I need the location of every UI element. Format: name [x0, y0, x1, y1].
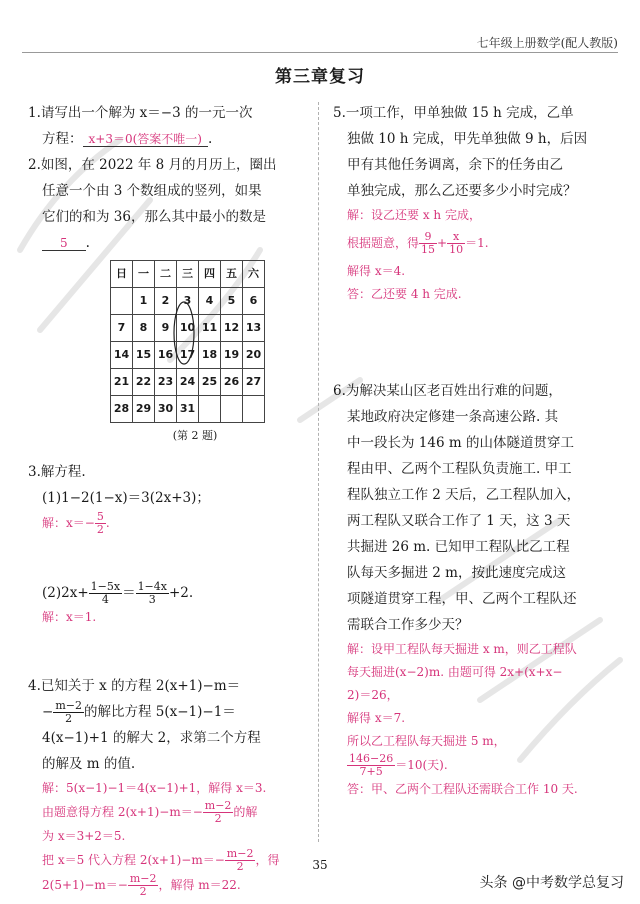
q1-tail: . [207, 131, 213, 147]
q4-sol-1: 解：5(x−1)−1＝4(x−1)+1，解得 x＝3. [42, 781, 267, 795]
q4-sol-4: 把 x＝5 代入方程 2(x+1)−m＝− $\frac{m-2}{2}$ ，得 [42, 847, 280, 873]
q6-sol-6: $\frac{146-26}{7+5}$ ＝10(天). [349, 752, 448, 778]
header-rule [22, 52, 618, 53]
calendar-day: 11 [199, 315, 221, 342]
question-3 [28, 459, 310, 629]
calendar-day: 1 [133, 288, 155, 315]
calendar-day: 7 [111, 315, 133, 342]
q6-sol-5: 所以乙工程队每天掘进 5 m， [347, 734, 506, 748]
calendar-day: 29 [133, 396, 155, 423]
q6-line10: 需联合工作多少天？ [347, 617, 469, 633]
calendar-weekday: 五 [221, 261, 243, 288]
q1-text-b: 方程： [42, 131, 83, 147]
calendar-weekday: 二 [155, 261, 177, 288]
q4-line4: 的解及 m 的值. [42, 756, 136, 772]
q6-line1: 为解决某山区老百姓出行难的问题， [345, 383, 562, 399]
q5-solution [333, 204, 625, 306]
calendar-day: 23 [155, 369, 177, 396]
q6-line6: 两工程队又联合工作了 1 天，这 3 天 [347, 513, 571, 529]
q1-answer: x+3＝0(答案不唯一) [83, 132, 208, 147]
q2-tail: . [85, 235, 90, 251]
calendar-day: 13 [243, 315, 265, 342]
q5-sol-1: 解：设乙还要 x h 完成， [347, 208, 481, 222]
calendar-day: 6 [243, 288, 265, 315]
book-header: 七年级上册数学(配人教版) [476, 36, 618, 50]
q6-line2: 某地政府决定修建一条高速公路. 其 [347, 409, 559, 425]
left-column [28, 100, 310, 898]
q4-line3: 4(x−1)+1 的解大 2，求第二个方程 [42, 730, 261, 746]
calendar-day: 18 [199, 342, 221, 369]
q5-sol-2: 根据题意，得 $\frac{9}{15}$ + $\frac{x}{10}$ ＝1. [347, 230, 489, 256]
figure-caption: (第 2 题) [172, 429, 218, 442]
calendar-day: 24 [177, 369, 199, 396]
chapter-title: 第三章复习 [275, 67, 365, 87]
q2-text-a: 如图，在 2022 年 8 月的月历上，圈出 [40, 157, 277, 173]
calendar-day: 30 [155, 396, 177, 423]
calendar-day [111, 288, 133, 315]
calendar-day [243, 396, 265, 423]
q5-line2: 独做 10 h 完成，甲先单独做 9 h，后因 [347, 131, 588, 147]
q2-answer: 5 [42, 236, 86, 251]
q3-text: 解方程. [40, 464, 86, 480]
calendar-day: 15 [133, 342, 155, 369]
calendar-day: 31 [177, 396, 199, 423]
q2-text-b: 任意一个由 3 个数组成的竖列，如果 [42, 183, 262, 199]
q1-number: 1. [28, 105, 41, 121]
calendar-day: 19 [221, 342, 243, 369]
calendar-weekday: 四 [199, 261, 221, 288]
q6-line8: 队每天多掘进 2 m，按此速度完成这 [347, 565, 566, 581]
circle-mark [173, 300, 195, 366]
q4-sol-2: 由题意得方程 2(x+1)−m＝− $\frac{m-2}{2}$ 的解 [42, 799, 258, 825]
q6-number: 6. [333, 383, 346, 399]
q4-sol-3: 为 x＝3+2＝5. [42, 829, 126, 843]
calendar-day: 17 [177, 342, 199, 369]
question-2 [28, 152, 310, 449]
q3-number: 3. [28, 464, 41, 480]
calendar-day: 25 [199, 369, 221, 396]
calendar-day: 14 [111, 342, 133, 369]
q5-line3: 甲有其他任务调离，余下的任务由乙 [347, 157, 563, 173]
q6-sol-3: 2)＝26， [347, 688, 399, 702]
q4-line1: 已知关于 x 的方程 2(x+1)−m＝ [40, 678, 241, 694]
calendar-day: 16 [155, 342, 177, 369]
q6-line4: 程由甲、乙两个工程队负责施工. 甲工 [347, 461, 572, 477]
q4-number: 4. [28, 678, 41, 694]
q3-answer2: 解：x＝1. [42, 610, 97, 624]
q2-text-c: 它们的和为 36，那么其中最小的数是 [42, 209, 266, 225]
calendar-day: 5 [221, 288, 243, 315]
q3-answer1: 解：x＝− $\frac{5}{2}$ . [42, 510, 110, 536]
calendar-day: 3 [177, 288, 199, 315]
calendar-day: 10 [177, 315, 199, 342]
calendar-weekday: 一 [133, 261, 155, 288]
q5-sol-4: 答：乙还要 4 h 完成. [347, 287, 462, 301]
q2-number: 2. [28, 157, 41, 173]
q6-line9: 项隧道贯穿工程，甲、乙两个工程队还 [347, 591, 577, 607]
question-5 [333, 100, 625, 306]
q4-sol-5: 2(5+1)−m＝− $\frac{m-2}{2}$ ，解得 m＝22. [42, 872, 241, 898]
right-column [333, 100, 625, 801]
calendar-day [199, 396, 221, 423]
q6-line5: 程队独立工作 2 天后，乙工程队加入， [347, 487, 581, 503]
q3-part2: (2)2x+ $\frac{1-5x}{4}$ ＝ $\frac{1-4x}{3}$ +2. [42, 580, 194, 606]
q3-part1: (1)1−2(1−x)＝3(2x+3)； [42, 490, 210, 506]
q6-solution [333, 638, 625, 801]
calendar-weekday: 六 [243, 261, 265, 288]
calendar-weekday: 三 [177, 261, 199, 288]
calendar-day [221, 396, 243, 423]
calendar-day: 4 [199, 288, 221, 315]
q5-sol-3: 解得 x＝4. [347, 264, 406, 278]
q5-line4: 单独完成，那么乙还要多少小时完成？ [347, 183, 577, 199]
column-divider [318, 102, 319, 842]
q1-text: 请写出一个解为 x＝−3 的一元一次 [40, 105, 253, 121]
calendar-day: 8 [133, 315, 155, 342]
q6-sol-1: 解：设甲工程队每天掘进 x m，则乙工程队 [347, 642, 577, 656]
calendar-day: 9 [155, 315, 177, 342]
question-6 [333, 378, 625, 801]
q5-line1: 一项工作，甲单独做 15 h 完成，乙单 [345, 105, 574, 121]
q6-sol-2: 每天掘进(x−2)m. 由题可得 2x+(x+x− [347, 665, 563, 679]
calendar-weekday: 日 [111, 261, 133, 288]
q5-number: 5. [333, 105, 346, 121]
q4-line2: − $\frac{m-2}{2}$ 的解比方程 5(x−1)−1＝ [42, 699, 236, 725]
q4-solution [28, 777, 310, 898]
calendar-day: 26 [221, 369, 243, 396]
calendar-day: 28 [111, 396, 133, 423]
q6-line3: 中一段长为 146 m 的山体隧道贯穿工 [347, 435, 574, 451]
calendar-figure [110, 260, 310, 423]
q6-line7: 共掘进 26 m. 已知甲工程队比乙工程 [347, 539, 570, 555]
question-1 [28, 100, 310, 152]
calendar-day: 2 [155, 288, 177, 315]
footer-watermark: 头条 @中考数学总复习 [479, 875, 624, 891]
calendar-day: 12 [221, 315, 243, 342]
calendar-day: 27 [243, 369, 265, 396]
calendar-day: 21 [111, 369, 133, 396]
calendar-day: 20 [243, 342, 265, 369]
page-number: 35 [312, 858, 328, 872]
q6-sol-7: 答：甲、乙两个工程队还需联合工作 10 天. [347, 782, 578, 796]
q6-sol-4: 解得 x＝7. [347, 711, 406, 725]
calendar-day: 22 [133, 369, 155, 396]
